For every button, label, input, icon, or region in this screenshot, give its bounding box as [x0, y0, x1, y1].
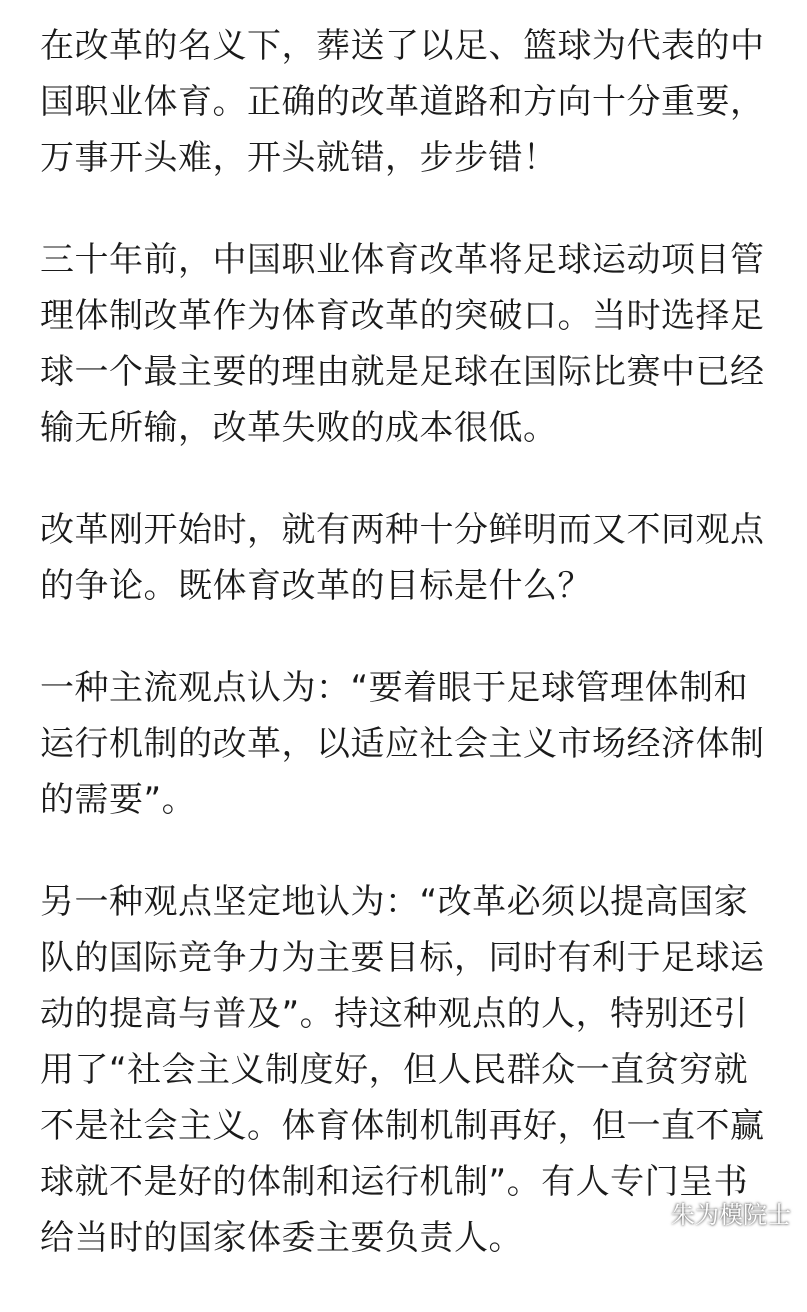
text-line: 球就不是好的体制和运行机制”。有人专门呈书	[40, 1162, 749, 1202]
article-body	[40, 18, 780, 1312]
text-line: 一种主流观点认为：“要着眼于足球管理体制和	[40, 668, 749, 708]
text-line: 动的提高与普及”。持这种观点的人，特别还引	[40, 994, 749, 1034]
wechat-icon	[635, 1200, 665, 1226]
text-line: 的争论。既体育改革的目标是什么？	[40, 566, 592, 606]
text-line: 不是社会主义。体育体制机制再好，但一直不赢	[40, 1106, 765, 1146]
text-line: 用了“社会主义制度好，但人民群众一直贫穷就	[40, 1050, 749, 1090]
text-line: 队的国际竞争力为主要目标，同时有利于足球运	[40, 938, 765, 978]
paragraph-4	[40, 660, 780, 828]
text-line: 三十年前，中国职业体育改革将足球运动项目管	[40, 240, 765, 280]
text-line: 改革刚开始时，就有两种十分鲜明而又不同观点	[40, 510, 765, 550]
text-line: 的需要”。	[40, 780, 197, 820]
text-line: 国职业体育。正确的改革道路和方向十分重要，	[40, 82, 765, 122]
text-line: 在改革的名义下，葬送了以足、篮球为代表的中	[40, 26, 765, 66]
text-line: 球一个最主要的理由就是足球在国际比赛中已经	[40, 352, 765, 392]
watermark	[635, 1195, 791, 1230]
text-line: 另一种观点坚定地认为：“改革必须以提高国家	[40, 882, 749, 922]
paragraph-3	[40, 502, 780, 614]
text-line: 输无所输，改革失败的成本很低。	[40, 408, 558, 448]
paragraph-2	[40, 232, 780, 456]
text-line: 万事开头难，开头就错，步步错！	[40, 138, 558, 178]
text-line: 运行机制的改革，以适应社会主义市场经济体制	[40, 724, 765, 764]
text-line: 给当时的国家体委主要负责人。	[40, 1218, 523, 1258]
paragraph-1	[40, 18, 780, 186]
watermark-text: 朱为模院士	[671, 1201, 791, 1229]
text-line: 理体制改革作为体育改革的突破口。当时选择足	[40, 296, 765, 336]
